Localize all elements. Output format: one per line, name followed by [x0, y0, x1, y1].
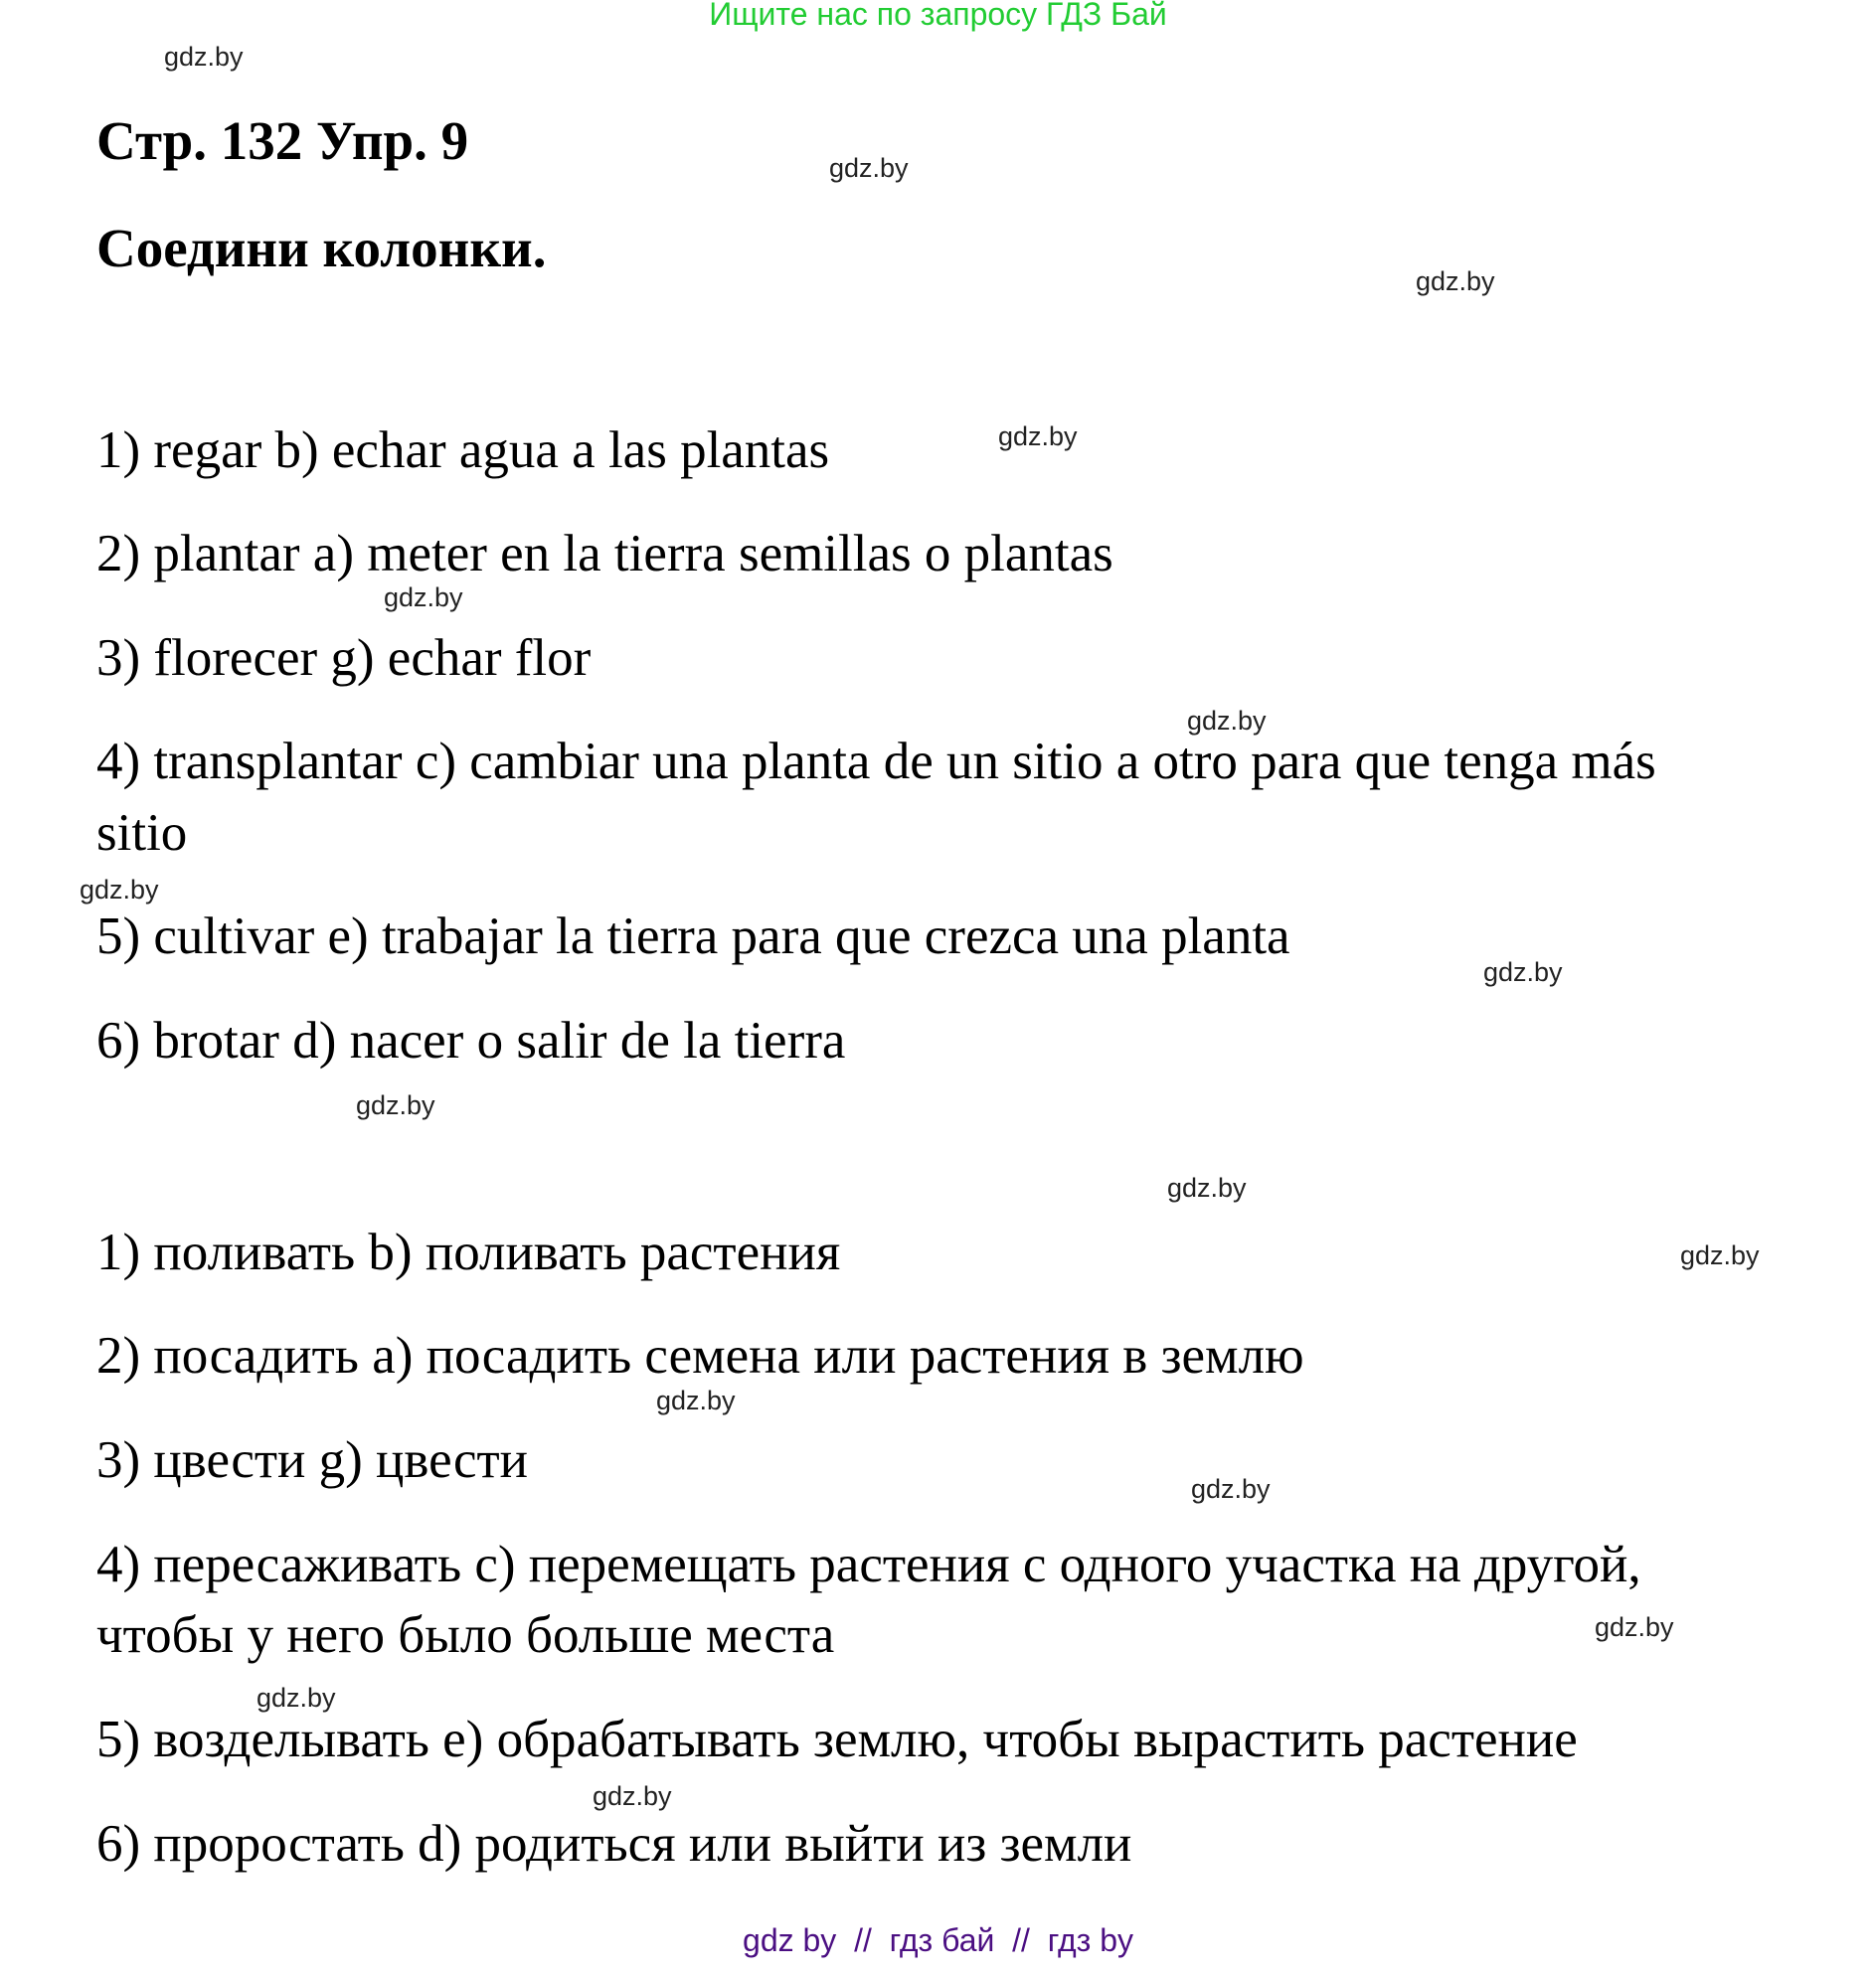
watermark: gdz.by	[1680, 1240, 1760, 1270]
answer-line-es-6: 6) brotar d) nacer o salir de la tierra	[96, 1012, 846, 1070]
answer-line-es-1: 1) regar b) echar agua a las plantas	[96, 421, 830, 479]
answer-line-ru-1: 1) поливать b) поливать растения	[96, 1224, 841, 1281]
answer-line-es-5: 5) cultivar e) trabajar la tierra para que crezca una planta	[96, 907, 1290, 965]
watermark: gdz.by	[384, 582, 463, 612]
answer-line-ru-3: 3) цвести g) цвести	[96, 1431, 528, 1489]
watermark: gdz.by	[656, 1386, 736, 1415]
footer-links[interactable]	[0, 1922, 1876, 1959]
watermark: gdz.by	[1416, 266, 1495, 296]
answer-line-es-2: 2) plantar a) meter en la tierra semillas o plantas	[96, 525, 1113, 582]
watermark: gdz.by	[593, 1781, 672, 1811]
answer-line-ru-4-cont: чтобы у него было больше места	[96, 1606, 835, 1664]
watermark: gdz.by	[1483, 957, 1563, 987]
watermark: gdz.by	[1187, 706, 1267, 736]
watermark: gdz.by	[1167, 1173, 1247, 1203]
watermark: gdz.by	[164, 42, 244, 72]
answer-line-ru-5: 5) возделывать e) обрабатывать землю, чтобы вырастить растение	[96, 1711, 1578, 1768]
watermark: gdz.by	[80, 875, 159, 905]
search-banner[interactable]: Ищите нас по запросу ГДЗ Бай	[709, 0, 1167, 32]
watermark: gdz.by	[998, 421, 1078, 451]
watermark: gdz.by	[356, 1090, 435, 1120]
watermark: gdz.by	[256, 1683, 336, 1713]
answer-line-ru-4: 4) пересаживать c) перемещать растения с одного участка на другой,	[96, 1536, 1641, 1593]
answer-line-es-3: 3) florecer g) echar flor	[96, 629, 592, 687]
answer-line-ru-6: 6) проростать d) родиться или выйти из земли	[96, 1815, 1132, 1873]
watermark: gdz.by	[1595, 1612, 1674, 1642]
page-title: Стр. 132 Упр. 9	[96, 110, 469, 171]
watermark: gdz.by	[829, 153, 909, 183]
footer-text[interactable]: gdz by // гдз бай // гдз by	[743, 1922, 1133, 1958]
watermark: gdz.by	[1191, 1474, 1271, 1504]
answer-line-ru-2: 2) посадить a) посадить семена или растения в землю	[96, 1327, 1304, 1385]
answer-line-es-4-cont: sitio	[96, 804, 188, 862]
answer-line-es-4: 4) transplantar c) cambiar una planta de un sitio a otro para que tenga más	[96, 733, 1656, 790]
task-instruction: Соедини колонки.	[96, 218, 547, 278]
